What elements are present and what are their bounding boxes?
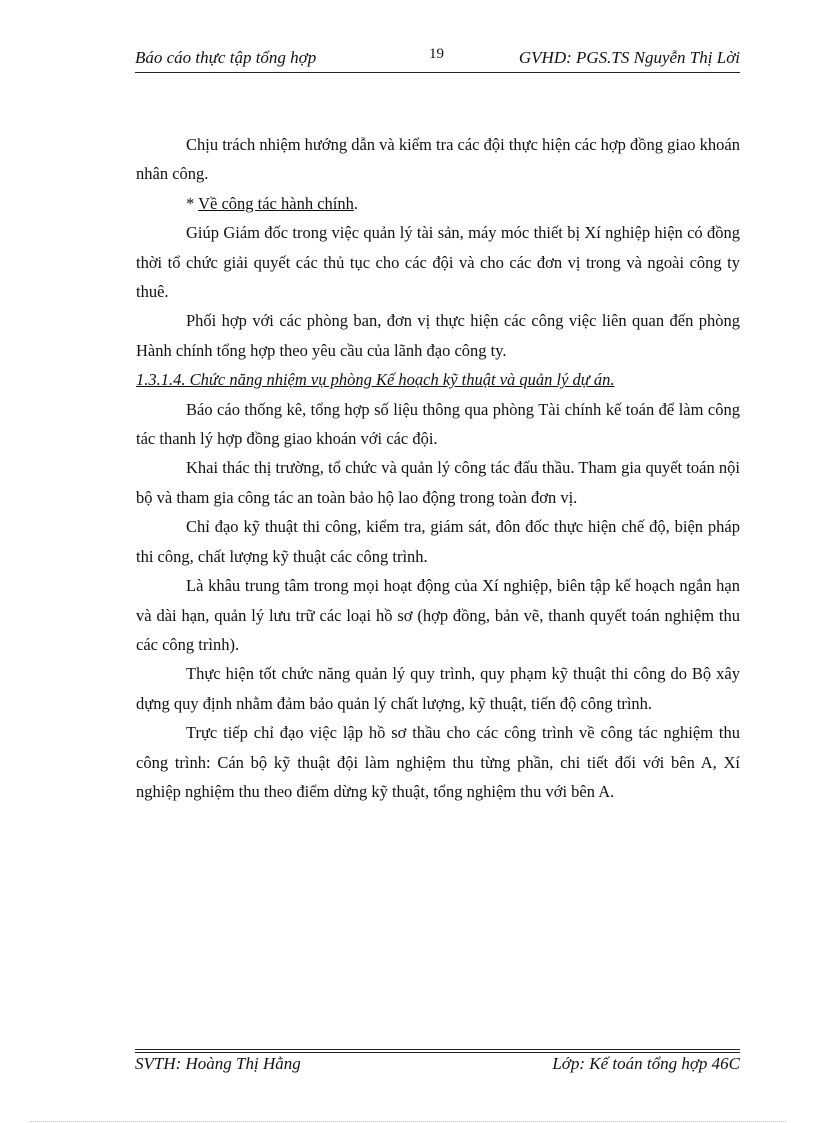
paragraph-1: Chịu trách nhiệm hướng dẫn và kiểm tra các đội thực hiện các hợp đồng giao khoán nhân công. — [136, 135, 741, 184]
paragraph-5: Khai thác thị trường, tổ chức và quản lý công tác đấu thầu. Tham gia quyết toán nội bộ và tham gia công tác an toàn bảo hộ lao động trong toàn đơn vị. — [136, 458, 740, 507]
page-body — [136, 130, 740, 806]
paragraph-4: Báo cáo thống kê, tổng hợp số liệu thông qua phòng Tài chính kế toán để làm công tác thanh lý hợp đồng giao khoán với các đội. — [136, 399, 740, 449]
header-supervisor: GVHD: PGS.TS Nguyễn Thị Lời — [518, 48, 740, 67]
header-report-title: Báo cáo thực tập tổng hợp — [135, 48, 317, 67]
sub-heading-bullet: * — [186, 193, 199, 213]
footer-class: Lớp: Kế toán tổng hợp 46C — [552, 1054, 740, 1073]
paragraph-9: Trực tiếp chỉ đạo việc lập hồ sơ thầu cho các công trình về công tác nghiệm thu công trình: Cán bộ kỹ thuật đội làm nghiệm thu từng phần, chi tiết đối với bên A, Xí nghiệp nghiệm thu theo điểm dừng kỹ thuật, tổng nghiệm thu với bên A. — [136, 723, 740, 801]
sub-heading — [136, 189, 740, 218]
paragraph-3: Phối hợp với các phòng ban, đơn vị thực hiện các công việc liên quan đến phòng Hành chính tổng hợp theo yêu cầu của lãnh đạo công ty. — [136, 311, 740, 360]
sub-heading-text: Về công tác hành chính — [198, 193, 354, 213]
footer-student: SVTH: Hoàng Thị Hằng — [135, 1054, 301, 1073]
sub-heading-period: . — [353, 193, 358, 213]
page-number: 19 — [429, 46, 444, 62]
footer-divider-bottom — [135, 1052, 740, 1053]
header-divider — [135, 72, 740, 73]
footer-divider-top — [135, 1049, 740, 1050]
paragraph-6: Chỉ đạo kỹ thuật thi công, kiểm tra, giám sát, đôn đốc thực hiện chế độ, biện pháp thi công, chất lượng kỹ thuật các công trình. — [136, 517, 740, 566]
paragraph-2: Giúp Giám đốc trong việc quản lý tài sản, máy móc thiết bị Xí nghiệp hiện có đồng thời tổ chức giải quyết các thủ tục cho các đội và cho các đơn vị trong và ngoài công ty thuê. — [136, 223, 740, 302]
page-header — [135, 48, 740, 72]
page-edge-dotted-line — [30, 1121, 786, 1122]
paragraph-8: Thực hiện tốt chức năng quản lý quy trình, quy phạm kỹ thuật thi công do Bộ xây dựng quy định nhằm đảm bảo quản lý chất lượng, kỹ thuật, tiến độ công trình. — [136, 664, 740, 713]
page-footer — [135, 1054, 740, 1078]
section-heading: 1.3.1.4. Chức năng nhiệm vụ phòng Kế hoạch kỹ thuật và quản lý dự án. — [136, 370, 615, 390]
paragraph-7: Là khâu trung tâm trong mọi hoạt động của Xí nghiệp, biên tập kế hoạch ngắn hạn và dài hạn, quản lý lưu trữ các loại hồ sơ (hợp đồng, bản vẽ, thanh quyết toán nghiệm thu các công trình). — [136, 576, 740, 654]
